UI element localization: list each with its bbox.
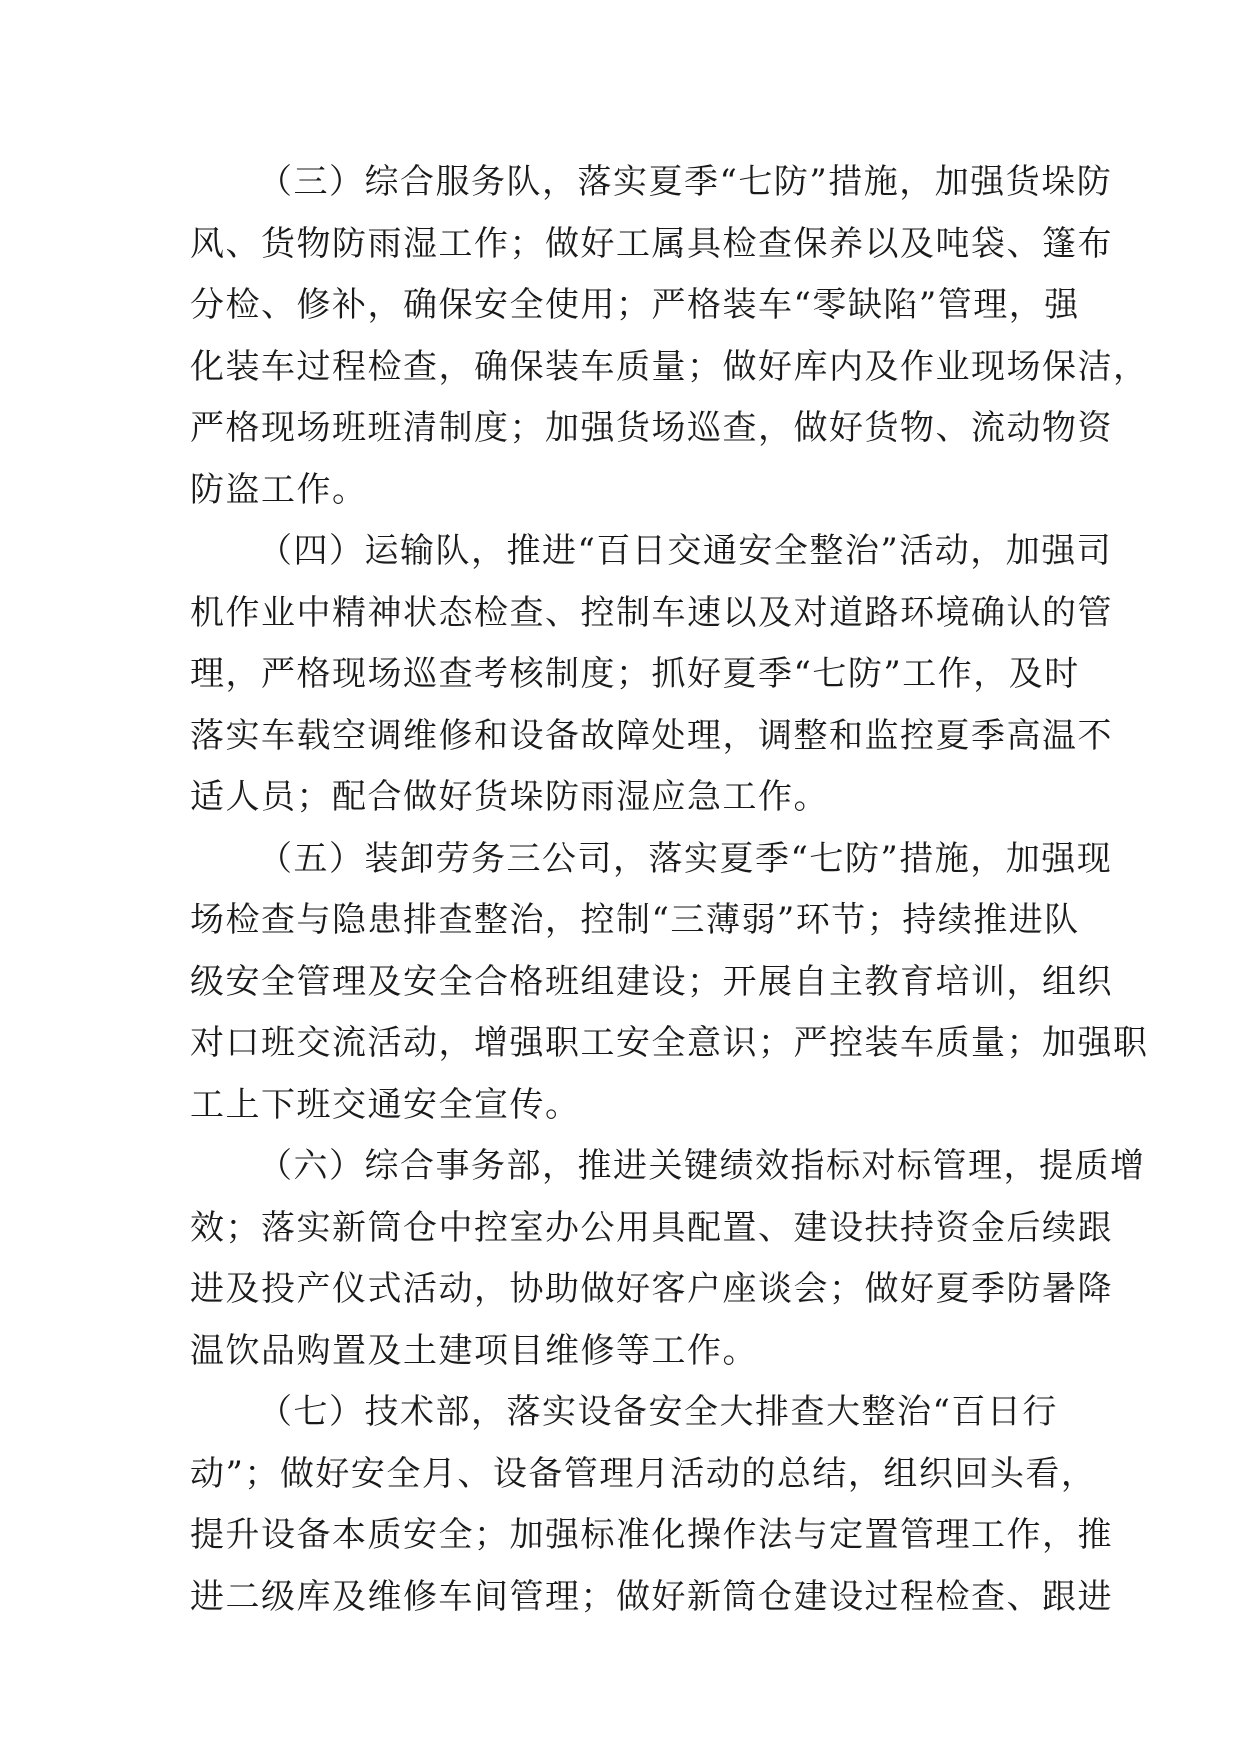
text-line: 效；落实新筒仓中控室办公用具配置、建设扶持资金后续跟 — [190, 1207, 1113, 1248]
paragraph-loading-labor-company — [190, 829, 1149, 1137]
text-line: 适人员；配合做好货垛防雨湿应急工作。 — [190, 777, 829, 817]
paragraph-transport-team — [190, 521, 1113, 829]
text-line: （四）运输队，推进“百日交通安全整治”活动，加强司 — [258, 531, 1113, 571]
text-line: 风、货物防雨湿工作；做好工属具检查保养以及吨袋、篷布 — [190, 223, 1113, 264]
text-line: 场检查与隐患排查整治，控制“三薄弱”环节；持续推进队 — [190, 900, 1080, 940]
text-line: 级安全管理及安全合格班组建设；开展自主教育培训，组织 — [190, 961, 1113, 1002]
text-line: （三）综合服务队，落实夏季“七防”措施，加强货垛防 — [258, 162, 1113, 202]
text-line: 温饮品购置及土建项目维修等工作。 — [190, 1330, 758, 1371]
text-line: 对口班交流活动，增强职工安全意识；严控装车质量；加强职 — [190, 1023, 1149, 1063]
text-line: （六）综合事务部，推进关键绩效指标对标管理，提质增 — [258, 1146, 1146, 1186]
text-line: 落实车载空调维修和设备故障处理，调整和监控夏季高温不 — [190, 715, 1113, 756]
text-line: 提升设备本质安全；加强标准化操作法与定置管理工作，推 — [190, 1515, 1113, 1555]
text-line: （七）技术部，落实设备安全大排查大整治“百日行 — [258, 1392, 1058, 1432]
text-line: 严格现场班班清制度；加强货场巡查，做好货物、流动物资 — [190, 408, 1113, 448]
text-line: 分检、修补，确保安全使用；严格装车“零缺陷”管理，强 — [190, 285, 1080, 325]
document-body — [190, 152, 1149, 1628]
text-line: 动”；做好安全月、设备管理月活动的总结，组织回头看， — [190, 1453, 1097, 1494]
text-line: 机作业中精神状态检查、控制车速以及对道路环境确认的管 — [190, 592, 1113, 633]
text-line: 进二级库及维修车间管理；做好新筒仓建设过程检查、跟进 — [190, 1576, 1113, 1617]
text-line: 防盗工作。 — [190, 469, 368, 510]
text-line: 工上下班交通安全宣传。 — [190, 1084, 581, 1125]
paragraph-technical-dept — [190, 1382, 1113, 1628]
text-line: 理，严格现场巡查考核制度；抓好夏季“七防”工作，及时 — [190, 654, 1080, 694]
paragraph-comprehensive-service-team — [190, 152, 1149, 521]
text-line: 进及投产仪式活动，协助做好客户座谈会；做好夏季防暑降 — [190, 1269, 1113, 1309]
text-line: 化装车过程检查，确保装车质量；做好库内及作业现场保洁， — [190, 346, 1149, 387]
text-line: （五）装卸劳务三公司，落实夏季“七防”措施，加强现 — [258, 838, 1113, 879]
paragraph-general-affairs-dept — [190, 1136, 1146, 1382]
